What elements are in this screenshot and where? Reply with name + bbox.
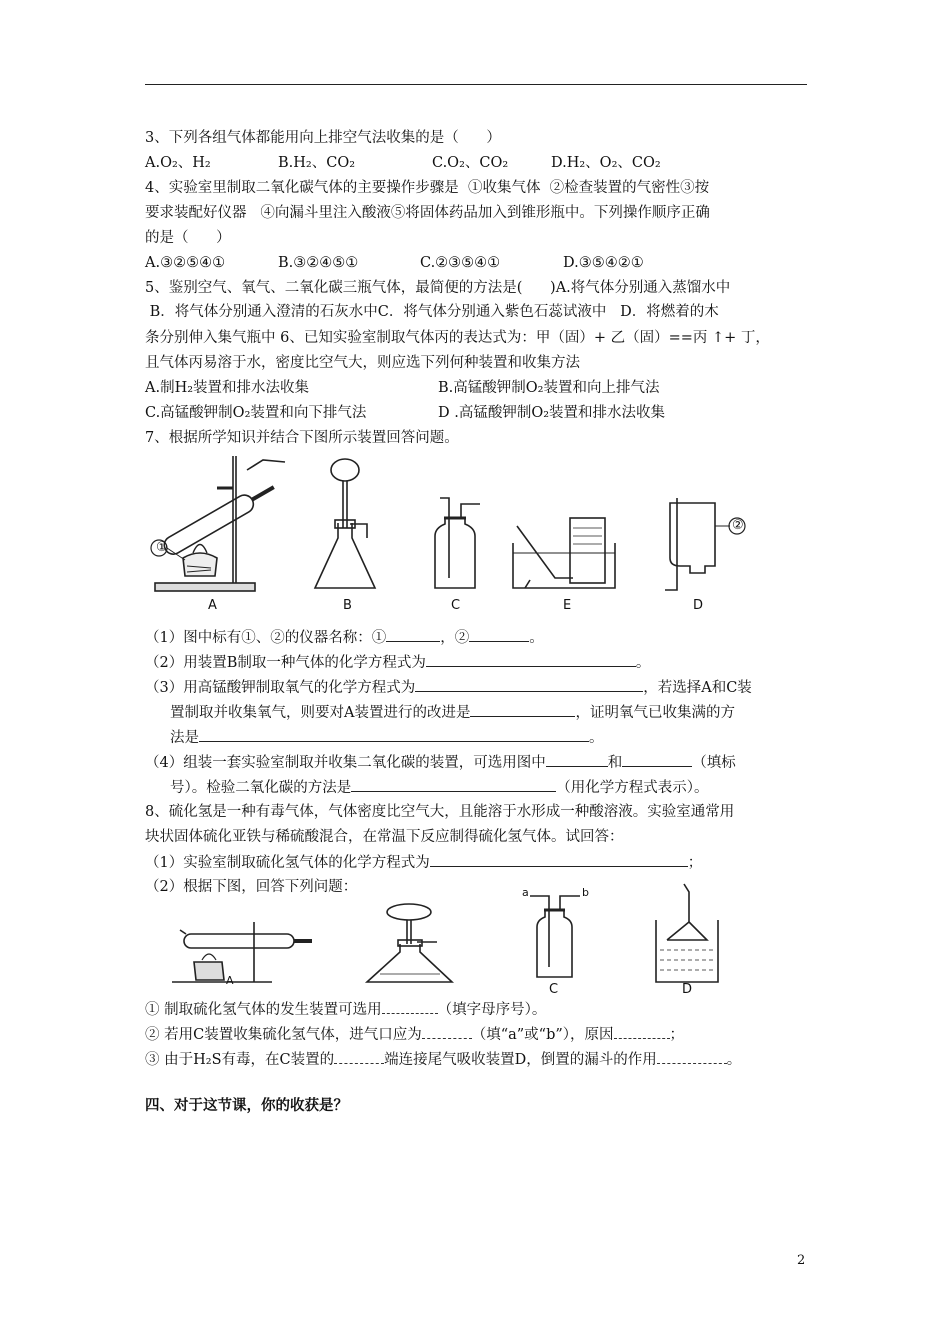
answer-blank[interactable]	[199, 727, 589, 742]
q3-option-d: D.H₂、O₂、CO₂	[551, 155, 661, 171]
label-e: E	[563, 598, 572, 613]
apparatus-d2	[656, 884, 718, 982]
apparatus-e	[513, 518, 615, 588]
answer-blank[interactable]	[614, 1024, 670, 1039]
answer-blank[interactable]	[426, 652, 636, 667]
q4-option-c: C.②③⑤④①	[420, 255, 501, 271]
answer-blank[interactable]	[430, 852, 688, 867]
q8-line2: 块状固体硫化亚铁与稀硫酸混合，在常温下反应制得硫化氢气体。试回答：	[145, 829, 624, 845]
q7-part4-cont: 号）。检验二氧化碳的方法是 （用化学方程式表示）。	[170, 777, 709, 798]
q4-line3: 的是（ ）	[145, 230, 231, 246]
q4-line2: 要求装配好仪器 ④向漏斗里注入酸液⑤将固体药品加入到锥形瓶中。下列操作顺序正确	[145, 205, 710, 221]
port-b-label: b	[582, 886, 589, 899]
q6-line2: 且气体丙易溶于水，密度比空气大，则应选下列何种装置和收集方法	[145, 355, 580, 371]
answer-blank[interactable]	[622, 752, 692, 767]
apparatus-c2	[530, 896, 580, 977]
q8-line1: 8、硫化氢是一种有毒气体，气体密度比空气大，且能溶于水形成一种酸溶液。实验室通常用	[145, 804, 735, 820]
label-a: A	[208, 598, 217, 613]
q7-part4: （4）组装一套实验室制取并收集二氧化碳的装置，可选用图中 和 （填标	[145, 752, 736, 773]
apparatus-a2	[172, 922, 312, 982]
q8-part1: （1）实验室制取硫化氢气体的化学方程式为 ；	[145, 852, 702, 873]
label-b: B	[343, 598, 352, 613]
apparatus-b2	[367, 904, 452, 982]
q5-line2: B．将气体分别通入澄清的石灰水中C．将气体分别通入紫色石蕊试液中 D．将燃着的木	[145, 304, 719, 320]
label-c: C	[451, 598, 461, 613]
apparatus-a	[151, 456, 285, 591]
port-a-label: a	[522, 886, 529, 899]
answer-blank[interactable]	[334, 1049, 384, 1064]
q8-sub1: ① 制取硫化氢气体的发生装置可选用 （填字母序号）。	[145, 999, 546, 1020]
header-rule	[145, 84, 807, 85]
q4-line1: 4、实验室里制取二氧化碳气体的主要操作步骤是 ①收集气体 ②检查装置的气密性③按	[145, 180, 710, 196]
apparatus-b	[315, 459, 375, 588]
label-c2: C	[549, 982, 559, 997]
q6-option-b: B.高锰酸钾制O₂装置和向上排气法	[438, 380, 660, 396]
q3-option-a: A.O₂、H₂	[145, 155, 211, 171]
q8-part2: （2）根据下图，回答下列问题：	[145, 879, 358, 895]
page-number: 2	[797, 1253, 806, 1268]
answer-blank[interactable]	[351, 777, 556, 792]
answer-blank[interactable]	[422, 1024, 472, 1039]
marker-1: ①	[156, 540, 168, 555]
q8-sub3: ③ 由于H₂S有毒，在C装置的 端连接尾气吸收装置D，倒置的漏斗的作用 。	[145, 1049, 741, 1070]
label-d: D	[693, 598, 704, 613]
marker-2: ②	[732, 518, 744, 533]
q7-part3-cont: 置制取并收集氧气，则要对A装置进行的改进是 ，证明氧气已收集满的方	[170, 702, 735, 723]
q7-part2: （2）用装置B制取一种气体的化学方程式为 。	[145, 652, 650, 673]
q8-sub2: ② 若用C装置收集硫化氢气体，进气口应为 （填“a”或“b”），原因 ；	[145, 1024, 684, 1045]
q6-option-d: D .高锰酸钾制O₂装置和排水法收集	[438, 405, 666, 421]
q7-apparatus-figure	[145, 448, 765, 618]
q6-line1: 条分别伸入集气瓶中 6、已知实验室制取气体丙的表达式为：甲（固）+ 乙（固）==丙 ↑+ 丁，	[145, 330, 770, 346]
q4-option-d: D.③⑤④②①	[563, 255, 644, 271]
q4-option-a: A.③②⑤④①	[145, 255, 226, 271]
q6-option-a: A.制H₂装置和排水法收集	[145, 380, 310, 396]
answer-blank[interactable]	[469, 627, 529, 642]
q7-stem: 7、根据所学知识并结合下图所示装置回答问题。	[145, 430, 459, 446]
answer-blank[interactable]	[386, 627, 440, 642]
answer-blank[interactable]	[657, 1049, 727, 1064]
label-d2: D	[682, 982, 693, 997]
q3-stem: 3、下列各组气体都能用向上排空气法收集的是（ ）	[145, 130, 501, 146]
section-4-heading: 四、对于这节课，你的收获是？	[145, 1097, 348, 1114]
answer-blank[interactable]	[415, 677, 643, 692]
q7-part1: （1）图中标有①、②的仪器名称：① ，② 。	[145, 627, 544, 648]
q4-option-b: B.③②④⑤①	[278, 255, 359, 271]
q8-apparatus-figure	[172, 882, 732, 997]
apparatus-d	[665, 498, 745, 590]
answer-blank[interactable]	[546, 752, 608, 767]
q7-part3-end: 法是 。	[170, 727, 604, 748]
q5-line1: 5、鉴别空气、氧气、二氧化碳三瓶气体，最简便的方法是( )A.将气体分别通入蒸馏水中	[145, 280, 731, 296]
label-a2: A	[226, 974, 234, 987]
q7-part3: （3）用高锰酸钾制取氧气的化学方程式为 ，若选择A和C装	[145, 677, 752, 698]
answer-blank[interactable]	[470, 702, 575, 717]
q6-option-c: C.高锰酸钾制O₂装置和向下排气法	[145, 405, 367, 421]
q3-option-b: B.H₂、CO₂	[278, 155, 356, 171]
q3-option-c: C.O₂、CO₂	[432, 155, 509, 171]
answer-blank[interactable]	[382, 999, 438, 1014]
apparatus-c	[435, 498, 480, 588]
